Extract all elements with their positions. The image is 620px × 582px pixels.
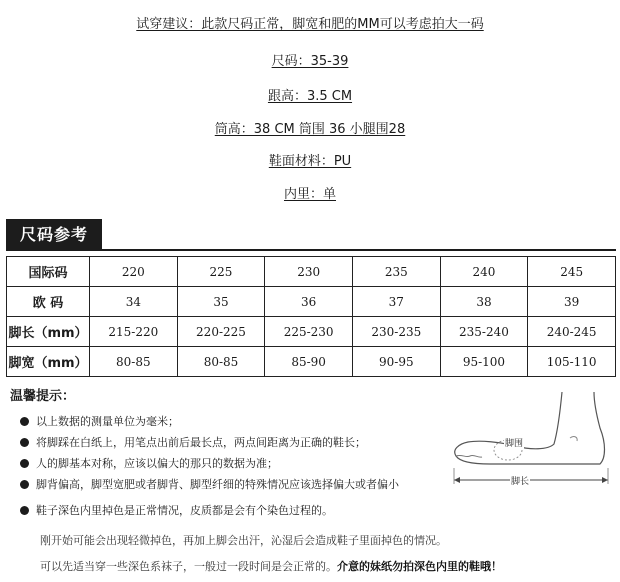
size-reference-title: 尺码参考 (6, 219, 102, 251)
size-cell: 235-240 (440, 317, 528, 347)
size-cell: 230-235 (352, 317, 440, 347)
tip-paragraph: 刚开始可能会出现轻微掉色，再加上脚会出汗，沁湿后会造成鞋子里面掉色的情况。 (40, 534, 447, 547)
size-cell: 34 (90, 287, 178, 317)
size-cell: 95-100 (440, 347, 528, 377)
tip-paragraph: 可以先适当穿一些深色系袜子，一般过一段时间是会正常的。介意的妹纸勿拍深色内里的鞋哦！ (40, 560, 502, 573)
size-cell: 240 (440, 257, 528, 287)
bullet-icon (20, 480, 29, 489)
upper-material: 鞋面材料：PU (268, 154, 352, 169)
lining: 内里：单 (283, 187, 336, 202)
tip-item: 人的脚基本对称，应该以偏大的那只的数据为准； (20, 455, 278, 471)
heel-height: 跟高：3.5 CM (267, 89, 353, 104)
size-cell: 240-245 (528, 317, 616, 347)
tip-item: 将脚踩在白纸上，用笔点出前后最长点，两点间距离为正确的鞋长； (20, 434, 366, 450)
foot-width-label: 脚围 (504, 436, 524, 449)
boot-dimensions: 筒高：38 CM 筒围 36 小腿围28 (214, 122, 406, 137)
size-cell: 105-110 (528, 347, 616, 377)
bullet-icon (20, 438, 29, 447)
tips-title: 温馨提示： (10, 389, 76, 404)
bullet-icon (20, 459, 29, 468)
row-header: 脚宽（mm） (7, 347, 90, 377)
size-cell: 220-225 (177, 317, 265, 347)
size-reference-header (6, 219, 616, 251)
size-table-row (7, 347, 616, 377)
row-header: 国际码 (7, 257, 90, 287)
size-cell: 85-90 (265, 347, 353, 377)
size-cell: 225-230 (265, 317, 353, 347)
size-chart-table (6, 256, 616, 377)
size-cell: 215-220 (90, 317, 178, 347)
size-table-row (7, 287, 616, 317)
tip-item: 脚背偏高，脚型宽肥或者脚背、脚型纤细的特殊情况应该选择偏大或者偏小 (20, 476, 399, 492)
foot-length-label: 脚长 (510, 474, 530, 487)
size-cell: 80-85 (90, 347, 178, 377)
size-cell: 80-85 (177, 347, 265, 377)
foot-illustration (450, 388, 615, 500)
fit-suggestion: 试穿建议：此款尺码正常，脚宽和肥的MM可以考虑拍大一码 (136, 17, 484, 32)
bullet-icon (20, 417, 29, 426)
size-cell: 37 (352, 287, 440, 317)
size-cell: 90-95 (352, 347, 440, 377)
size-cell: 225 (177, 257, 265, 287)
size-range: 尺码：35-39 (271, 54, 349, 69)
size-cell: 35 (177, 287, 265, 317)
size-table-row (7, 317, 616, 347)
size-cell: 36 (265, 287, 353, 317)
size-cell: 220 (90, 257, 178, 287)
row-header: 脚长（mm） (7, 317, 90, 347)
tip-item: 鞋子深色内里掉色是正常情况，皮质都是会有个染色过程的。 (20, 502, 333, 518)
tip-item: 以上数据的测量单位为毫米； (20, 413, 179, 429)
lining-warning: 介意的妹纸勿拍深色内里的鞋哦！ (337, 560, 502, 573)
size-cell: 38 (440, 287, 528, 317)
size-cell: 245 (528, 257, 616, 287)
size-table-row (7, 257, 616, 287)
header-rule (102, 249, 616, 251)
bullet-icon (20, 506, 29, 515)
size-cell: 230 (265, 257, 353, 287)
foot-measurement-diagram (450, 388, 615, 500)
row-header: 欧 码 (7, 287, 90, 317)
size-cell: 39 (528, 287, 616, 317)
size-cell: 235 (352, 257, 440, 287)
